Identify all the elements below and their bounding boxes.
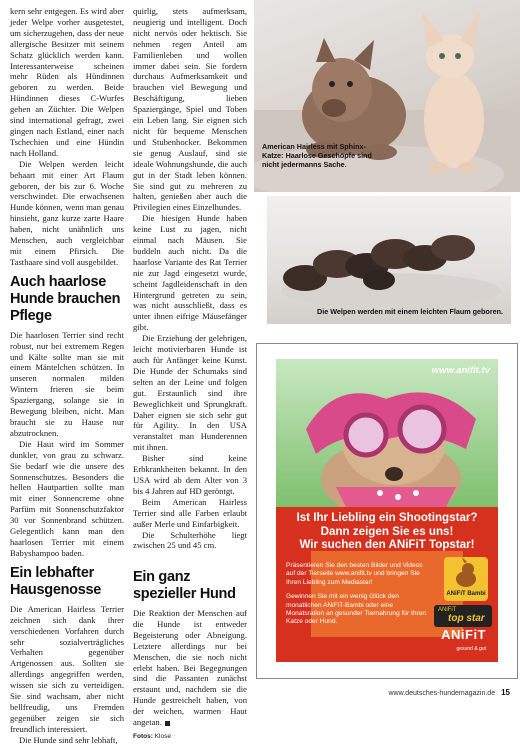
ad-tagline: gesund & gut — [456, 646, 486, 652]
anifit-topstar-badge — [434, 605, 492, 627]
text-column-2-bottom — [133, 563, 247, 743]
page-number: 15 — [501, 688, 510, 697]
ad-photo-dog-with-goggles — [276, 359, 498, 507]
photo-credit — [133, 732, 247, 743]
ad-headline-line: Wir suchen den ANiFiT Topstar! — [299, 538, 475, 551]
ad-body-paragraph: Präsentieren Sie den besten Bilder und Videos auf der Tierseite www.anifit.tv und bringen Sie Ihren Liebling zum Mediastar! — [286, 562, 423, 586]
paragraph — [133, 608, 247, 728]
section-heading: Auch haarlose Hunde brauchen Pflege — [10, 273, 121, 324]
photo-caption: Die Welpen werden mit einem leichten Flaum geboren. — [317, 307, 503, 316]
text-column-2 — [133, 6, 247, 551]
badge-label: top star — [448, 613, 485, 624]
paragraph: Beim American Hairless Terrier sind alle Farben erlaubt außer Merle und Einfarbigkeit. — [133, 496, 247, 529]
bambi-icon — [444, 557, 488, 591]
ad-headline — [286, 511, 488, 552]
anifit-bambi-badge — [444, 557, 488, 601]
ad-body-paragraph: Gewinnen Sie mit ein wenig Glück den monatlichen ANiFiT-Bambi oder eine Monatsration an gesunder Tiernahrung für Ihren Katze oder Hund. — [286, 593, 427, 626]
page-footer — [388, 688, 510, 697]
ad-body — [286, 562, 428, 633]
paragraph: kern sehr entgegen. Es wird aber jeder Welpe vorher ausgetestet, um sicherzugehen, dass der neue allergische Besitzer mit seinem Schatz glücklich werden kann. Interessanterweise scheinen mehr Rüden als Hündinnen geboren zu werden. Beide Hündinnen dieses C-Wurfes gehen an Züchter. Die Welpen sind international gefragt, zwei gingen nach Estland, einer nach Tschechien und eine Hündin nach Holland. — [10, 6, 124, 158]
end-mark-icon — [165, 721, 170, 726]
paragraph: Bisher sind keine Erbkrankheiten bekannt. In den USA wird ab dem Alter von 3 bis 4 Jahren auf HD geröntgt. — [133, 453, 247, 496]
ad-headline-line: Ist Ihr Liebling ein Shootingstar? — [296, 511, 478, 524]
advertisement-frame — [256, 343, 518, 679]
paragraph: quirlig, stets aufmerksam, neugierig und intelligent. Doch nicht nervös oder hektisch. Sie nehmen regen Anteil am Familienleben und wollen immer dabei sein. Sie fordern durchaus Aufmerksamkeit und brauchen viel Bewegung und Beschäftigung, lieben Spaziergänge, Spiel und Toben ein Leben lang. Sie eignen sich nicht für bequeme Menschen und Stubenhocker. Bekommen sie genug Auslauf, sind sie ideale Wohnungshunde, die auch gut in der Stadt leben können. Sie sind gut zu mehreren zu halten, genießen aber auch die Privilegien eines Einzelhundes. — [133, 6, 247, 213]
section-heading: Ein lebhafter Hausgenosse — [10, 564, 101, 598]
paragraph: Die hiesigen Hunde haben keine Lust zu jagen, nicht einmal nach Mäusen. Sie buddeln auch nicht. Da die haarlose Variante des Rat Terrier nie zur Jagd eingesetzt wurde, scheint Jagdleidenschaft in den Hintergrund getreten zu sein, was nicht ausschließt, dass es unter ihnen eifrige Mäusefänger gibt. — [133, 213, 247, 333]
photo-credit-name: Klose — [154, 732, 171, 740]
photo-credit-label: Fotos: — [133, 732, 153, 740]
paragraph: Die Welpen werden leicht behaart mit einer Art Flaum geboren, der bis zur 6. Woche verschwindet. Die erwachsenen Hunde können, wenn man genau hinsieht, ganz kurze zarte Haare haben, nicht unähnlich uns Menschen, auch vergleichbar mit einem Pfirsich. Die Tasthaare sind voll ausgebildet. — [10, 158, 124, 267]
puppies-illustration — [267, 196, 511, 324]
dog-goggles-illustration — [276, 359, 498, 507]
badge-brand: ANiFiT — [438, 607, 457, 613]
anifit-advertisement[interactable] — [276, 359, 498, 662]
photo-caption: American Hairless mit Sphinx-Katze: Haarlose Geschöpfe sind nicht jedermanns Sache. — [262, 142, 372, 169]
ad-url[interactable]: www.anifit.tv — [431, 365, 490, 376]
paragraph: Die Haut wird im Sommer dunkler, von grau zu schwarz. Sie bedarf wie die unsere des Sonnenschutzes. Besonders die hellen Hautpartien sollte man mit einer Sonnencreme ohne Parfüm mit Sonnenschutzfaktor 30 vor Sonnenbrand schützen. Gelegentlich kann man den haarlosen Terrier mit einem Babyshampoo baden. — [10, 438, 124, 558]
badge-label: ANiFiT Bambi — [446, 591, 486, 597]
paragraph: Die Erziehung der gelehrigen, leicht motivierbaren Hunde ist auch für Anfänger keine Kunst. Die Hunde der Schumaks sind selten an der Leine und folgen gut. Erstaunlich sind ihre Beweglichkeit und Sprungkraft. Daher eignen sie sich sehr gut für Agility. In den USA veranstaltet man Hunderennen mit ihnen. — [133, 333, 247, 453]
paragraph: Die Hunde sind sehr lebhaft, — [19, 734, 118, 745]
anifit-logo: ANiFiT — [441, 627, 486, 642]
photo-puppies — [267, 196, 511, 324]
section-heading: Ein ganz spezieller Hund — [133, 569, 236, 602]
ad-headline-line: Dann zeigen Sie es uns! — [320, 524, 454, 538]
footer-site[interactable]: www.deutsches-hundemagazin.de — [388, 690, 496, 697]
paragraph: Die haarlosen Terrier sind recht robust, nur bei extremem Regen und Kälte sollte man sie mit einem Mäntelchen schützen. In unseren normalen milden Wintern frieren sie beim Spaziergang, solange sie in Bewegung bleiben, nicht. Man braucht sie zu Hause nur abzutrocknen. — [10, 329, 124, 438]
paragraph: Die American Hairless Terrier zeichnen sich dank ihrer verschiedenen Vorfahren durch sehr sozialverträgliches Verhalten gegenüber Artgenossen aus. Sollten sie allerdings angegriffen werden, wissen sie sich zu verteidigen. Sie sind wachsam, aber nicht bellfreudig, uns Fremden gegenüber zeigen sie sich freundlich interessiert. — [10, 603, 124, 734]
paragraph-text: Die Reaktion der Menschen auf die Hunde ist entweder Begeisterung oder Abneigung. Letztere allerdings nur bei Menschen, die sie noch nicht erlebt haben. Bei Begegnungen sind die Passanten zunächst erstaunt und, nachdem sie die Hunde gestreichelt haben, von der weichen, warmen Haut angetan. — [133, 608, 247, 728]
text-column-1 — [10, 6, 124, 746]
paragraph: Die Schulterhöhe liegt zwischen 25 und 45 cm. — [133, 529, 247, 551]
